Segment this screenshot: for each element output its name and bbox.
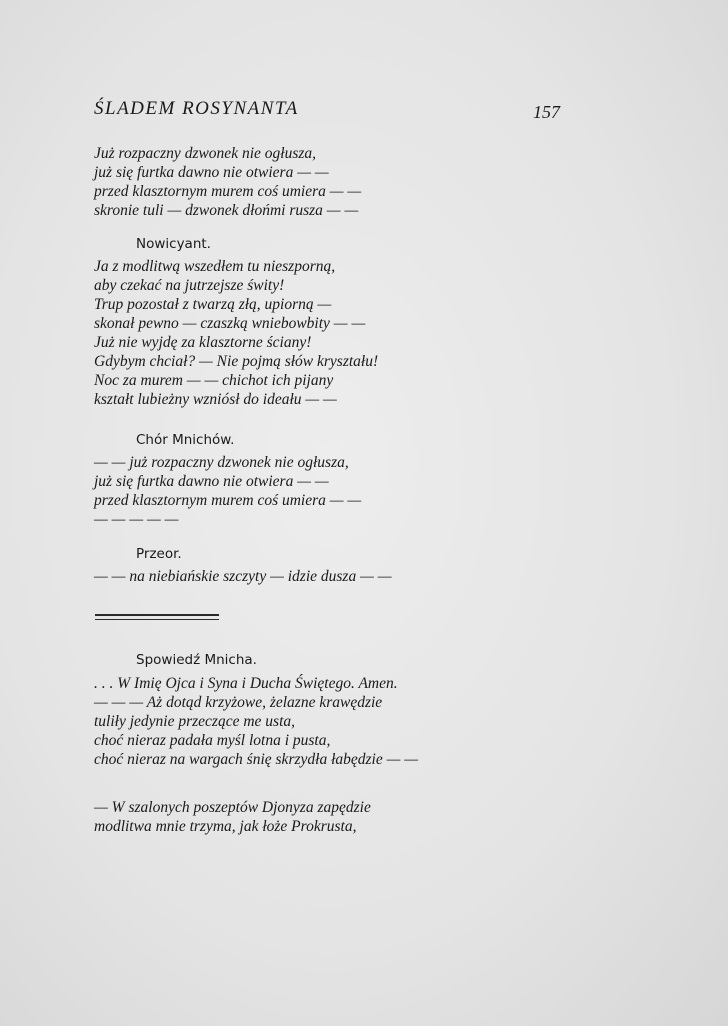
speaker-label: Chór Mnichów. — [136, 432, 235, 448]
verse-line: — W szalonych poszeptów Djonyza zapędzie — [94, 799, 371, 816]
verse-line: przed klasztornym murem coś umiera — — — [94, 492, 362, 509]
verse-line: już się furtka dawno nie otwiera — — — [94, 164, 329, 181]
verse-line: aby czekać na jutrzejsze świty! — [94, 277, 285, 294]
stanza-5 — [94, 650, 564, 769]
verse-line: choć nieraz na wargach śnię skrzydła łabędzie — — — [94, 751, 419, 768]
page-number: 157 — [533, 102, 560, 122]
stanza-1 — [94, 144, 564, 220]
verse-line: Noc za murem — — chichot ich pijany — [94, 372, 334, 389]
verse-line: — — — Aż dotąd krzyżowe, żelazne krawędzie — [94, 694, 383, 711]
divider-line — [95, 619, 219, 620]
verse-line: Trup pozostał z twarzą złą, upiorną — — [94, 296, 332, 313]
stanza-3 — [94, 430, 564, 529]
verse-line: — — na niebiańskie szczyty — idzie dusza — — — [94, 568, 392, 585]
running-head: ŚLADEM ROSYNANTA — [94, 98, 299, 119]
verse-line: modlitwa mnie trzyma, jak łoże Prokrusta, — [94, 818, 357, 835]
verse-line: — — już rozpaczny dzwonek nie ogłusza, — [94, 454, 349, 471]
verse-line: przed klasztornym murem coś umiera — — — [94, 183, 362, 200]
verse-line: kształt lubieżny wzniósł do ideału — — — [94, 391, 337, 408]
verse-line: Już rozpaczny dzwonek nie ogłusza, — [94, 145, 317, 162]
speaker-label: Przeor. — [136, 546, 182, 562]
verse-line: Ja z modlitwą wszedłem tu nieszporną, — [94, 258, 336, 275]
stanza-2 — [94, 234, 564, 409]
speaker-label: Spowiedź Mnicha. — [136, 652, 257, 668]
divider-line — [95, 614, 219, 616]
verse-line: Gdybym chciał? — Nie pojmą słów kryształu! — [94, 353, 379, 370]
section-divider — [95, 614, 219, 623]
stanza-4 — [94, 544, 564, 586]
verse-line: choć nieraz padała myśl lotna i pusta, — [94, 732, 331, 749]
speaker-label: Nowicyant. — [136, 236, 211, 252]
page-header — [94, 98, 560, 128]
verse-line: . . . W Imię Ojca i Syna i Ducha Świętego. Amen. — [94, 675, 398, 692]
verse-line: tuliły jedynie przeczące me usta, — [94, 713, 296, 730]
verse-line: skonał pewno — czaszką wniebowbity — — — [94, 315, 366, 332]
verse-line: — — — — — — [94, 511, 179, 528]
stanza-6 — [94, 798, 564, 836]
verse-line: Już nie wyjdę za klasztorne ściany! — [94, 334, 312, 351]
verse-line: już się furtka dawno nie otwiera — — — [94, 473, 329, 490]
verse-line: skronie tuli — dzwonek dłońmi rusza — — — [94, 202, 359, 219]
